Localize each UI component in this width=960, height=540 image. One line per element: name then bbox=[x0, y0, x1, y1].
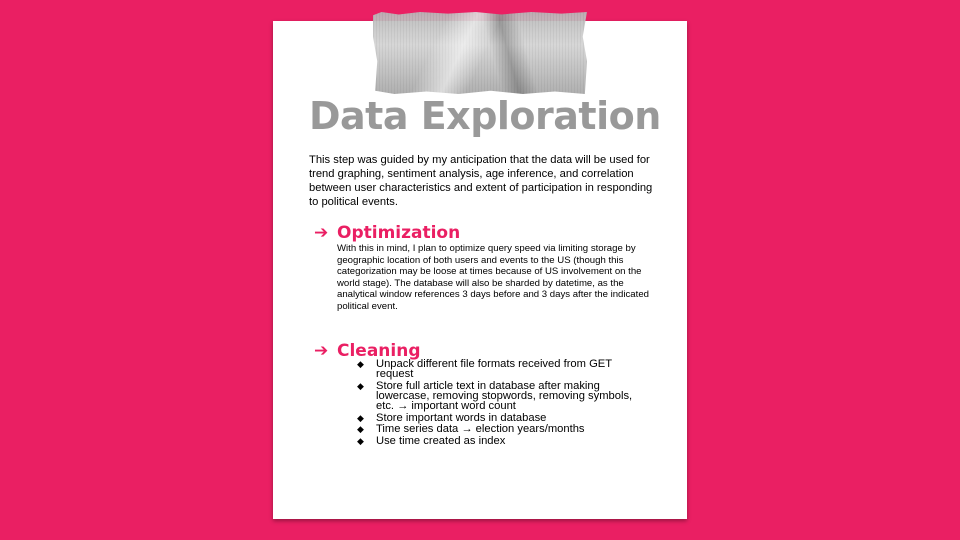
optimization-body: With this in mind, I plan to optimize query speed via limiting storage by geographic location of both users and events to the US (though this categorization may be loose at times because of US involvement on the world stage). The database will also be sharded by datetime, as the analytical window references 3 days before and 3 days after the indicated political event. bbox=[337, 243, 649, 312]
list-item-text: Store full article text in database after making lowercase, removing stopwords, removing symbols, etc. → important word count bbox=[376, 379, 633, 412]
diamond-bullet-icon: ◆ bbox=[357, 436, 364, 447]
cleaning-heading-label: Cleaning bbox=[337, 341, 421, 361]
diamond-bullet-icon: ◆ bbox=[357, 359, 364, 369]
list-item-text: Time series data → election years/months bbox=[376, 423, 585, 436]
list-item bbox=[357, 413, 647, 423]
arrow-right-icon: ➔ bbox=[314, 341, 329, 361]
diamond-bullet-icon: ◆ bbox=[357, 424, 364, 435]
list-item-text: Unpack different file formats received from GET request bbox=[376, 358, 612, 380]
list-item-text: Store important words in database bbox=[376, 411, 547, 424]
tape-image bbox=[373, 12, 587, 94]
intro-paragraph: This step was guided by my anticipation that the data will be used for trend graphing, sentiment analysis, age inference, and correlation between user characteristics and extent of participation in responding to political events. bbox=[309, 154, 653, 208]
diamond-bullet-icon: ◆ bbox=[357, 412, 364, 423]
list-item bbox=[357, 359, 647, 379]
list-item bbox=[357, 436, 647, 446]
list-item bbox=[357, 424, 647, 434]
arrow-right-icon: ➔ bbox=[314, 223, 329, 243]
optimization-heading bbox=[314, 223, 460, 243]
cleaning-list bbox=[357, 359, 647, 448]
list-item bbox=[357, 381, 647, 411]
diamond-bullet-icon: ◆ bbox=[357, 380, 364, 391]
slide-title: Data Exploration bbox=[309, 94, 661, 138]
optimization-heading-label: Optimization bbox=[337, 223, 461, 243]
list-item-text: Use time created as index bbox=[376, 435, 506, 448]
